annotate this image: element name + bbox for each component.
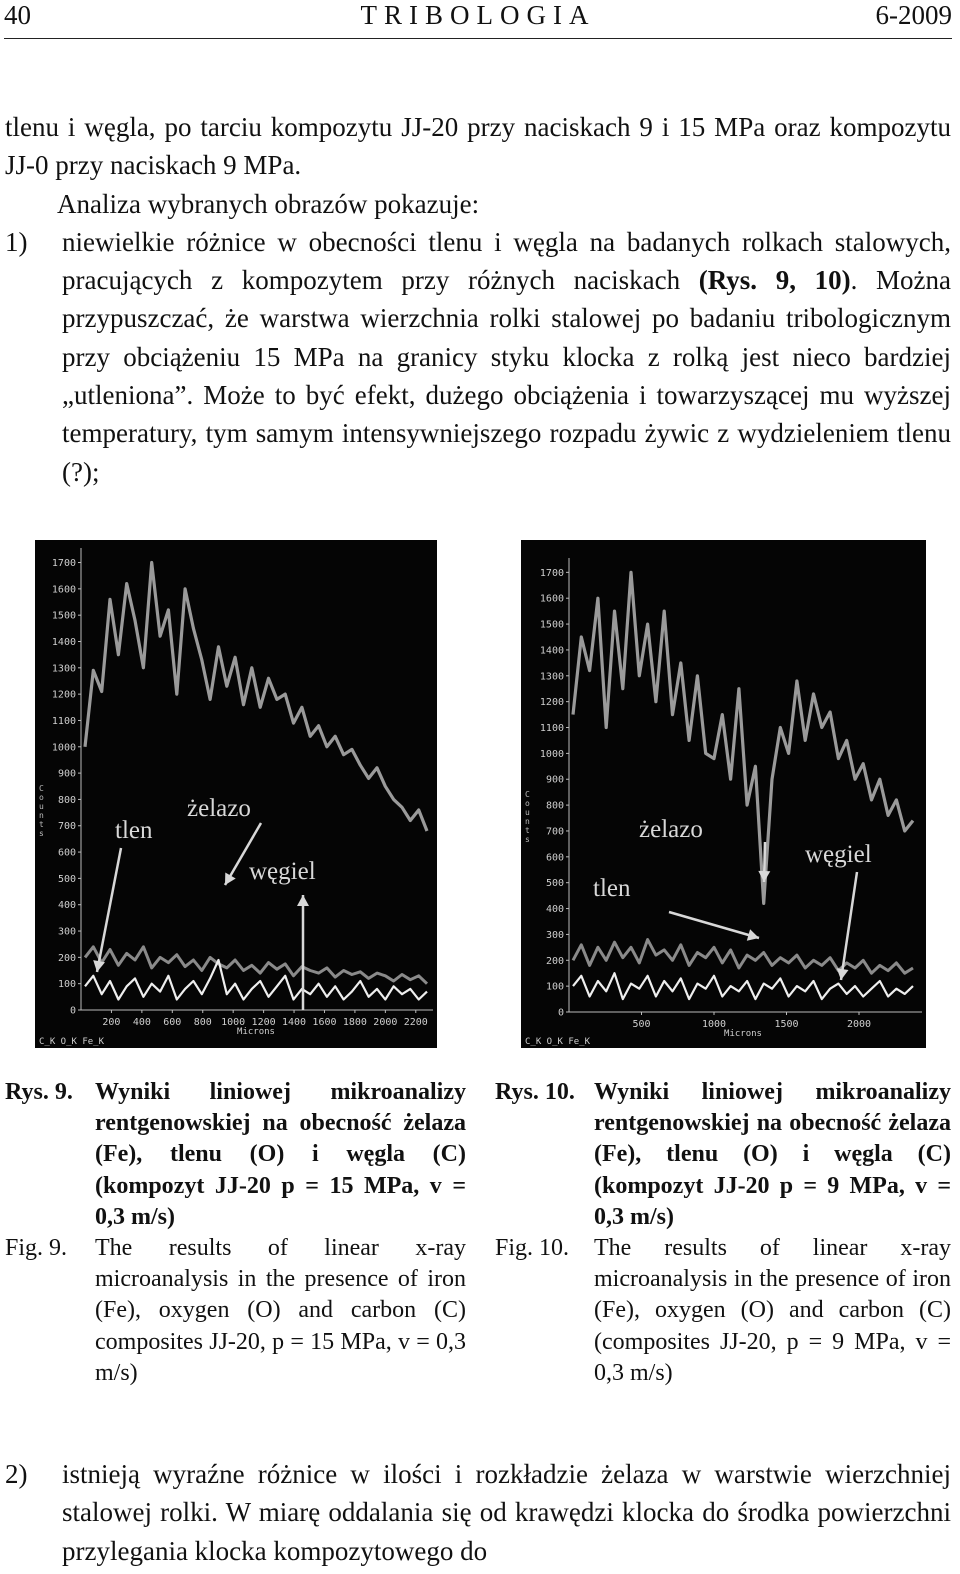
y-tick-label: 0 [557, 1007, 564, 1019]
annotation-arrow [669, 912, 759, 938]
y-tick-label: 1700 [51, 558, 76, 570]
y-tick-label: 1200 [539, 697, 564, 709]
figure-10-caption-pl: Wyniki liniowej mikroanalizy rentgenowskiej na obecność żelaza (Fe), tlenu (O) i węgla (C) (kompozyt JJ-20 p = 9 MPa, v = 0,3 m/s) [594, 1079, 951, 1230]
y-tick-label: 800 [545, 800, 564, 812]
y-tick-label: 1500 [51, 610, 76, 622]
intro-text [5, 108, 951, 491]
y-tick-label: 1400 [51, 636, 76, 648]
x-tick-label: 1600 [312, 1017, 337, 1028]
x-axis-label: Microns [724, 1029, 762, 1039]
y-tick-label: 1200 [51, 689, 76, 701]
figure-9-chart [35, 540, 437, 1048]
y-tick-label: 100 [57, 979, 76, 991]
annotation-arrowhead [297, 895, 309, 906]
list-number-1: 1) [5, 226, 28, 257]
figure-10-caption-en: The results of linear x-ray microanalysis in the presence of iron (Fe), oxygen (O) and carbon (C) (composites JJ-20, p = 9 MPa, v = 0,3 m/s) [594, 1235, 951, 1386]
annotation-arrowhead [837, 968, 849, 980]
annotation-arrowhead [758, 871, 770, 882]
y-tick-label: 500 [545, 878, 564, 890]
x-tick-label: 1800 [342, 1017, 367, 1028]
list-item-1 [5, 223, 951, 491]
x-tick-label: 1000 [701, 1019, 727, 1030]
y-tick-label: 0 [69, 1005, 76, 1017]
series-line-tlen [85, 947, 427, 984]
x-tick-label: 2000 [373, 1017, 398, 1028]
annotation-label: węgiel [805, 841, 872, 868]
y-tick-label: 300 [57, 926, 76, 938]
x-axis-label: Microns [237, 1027, 275, 1037]
annotation-label: żelazo [187, 795, 251, 822]
figure-10-label-en: Fig. 10. [495, 1235, 570, 1262]
list-text-1a: niewielkie różnice w obecności tlenu i węgla na badanych rolkach stalowych, pracujących z kompozytem przy różnych naciskach [62, 226, 951, 296]
figure-10-label-pl: Rys. 10. [495, 1079, 575, 1105]
y-axis-label: C o u n t s [525, 790, 530, 844]
list-item-2 [5, 1455, 951, 1570]
x-tick-label: 2200 [403, 1017, 428, 1028]
legend-text: C_K O_K Fe_K [39, 1037, 105, 1047]
y-tick-label: 800 [57, 794, 76, 806]
figure-reference: (Rys. 9, 10) [698, 265, 851, 296]
page-number: 40 [4, 0, 31, 30]
y-tick-label: 600 [545, 852, 564, 864]
y-tick-label: 1600 [539, 593, 564, 605]
x-tick-label: 1200 [251, 1017, 276, 1028]
figure-9-caption-en: The results of linear x-ray microanalysis in the presence of iron (Fe), oxygen (O) and carbon (C) composites JJ-20, p = 15 MPa, v = 0,3 m/s) [95, 1235, 466, 1386]
series-line-żelazo [85, 563, 427, 832]
figure-10-chart [521, 540, 926, 1048]
annotation-label: tlen [593, 875, 631, 902]
x-tick-label: 200 [102, 1017, 121, 1028]
y-tick-label: 1500 [539, 619, 564, 631]
issue-number: 6-2009 [875, 0, 952, 30]
y-tick-label: 900 [57, 768, 76, 780]
y-tick-label: 500 [57, 873, 76, 885]
x-tick-label: 1400 [281, 1017, 307, 1028]
y-tick-label: 400 [545, 904, 564, 916]
annotation-label: żelazo [639, 816, 703, 843]
y-tick-label: 200 [57, 952, 76, 964]
series-line-węgiel [573, 973, 913, 999]
intro-line-2: Analiza wybranych obrazów pokazuje: [57, 188, 480, 219]
y-tick-label: 700 [545, 826, 564, 838]
list-text-2: istnieją wyraźne różnice w ilości i rozkładzie żelaza w warstwie wierzchniej stalowej rolki. W miarę oddalania się od krawędzi klocka do środka powierzchni przylegania klocka kompozytowego do [62, 1459, 951, 1566]
journal-title: TRIBOLOGIA [360, 0, 596, 30]
y-tick-label: 600 [57, 847, 76, 859]
y-tick-label: 1300 [539, 671, 564, 683]
annotation-label: tlen [115, 817, 153, 844]
x-tick-label: 800 [193, 1017, 212, 1028]
x-tick-label: 600 [163, 1017, 182, 1028]
y-tick-label: 1100 [51, 715, 76, 727]
x-tick-label: 1500 [774, 1019, 799, 1030]
y-tick-label: 900 [545, 774, 564, 786]
page-header [4, 0, 952, 39]
figure-9-caption [5, 1077, 466, 1389]
legend-text: C_K O_K Fe_K [525, 1037, 591, 1047]
series-line-węgiel [85, 960, 427, 1000]
y-tick-label: 400 [57, 900, 76, 912]
y-tick-label: 1000 [539, 748, 564, 760]
y-tick-label: 1600 [51, 584, 76, 596]
figure-10-plot [521, 540, 926, 1048]
y-axis-label: C o u n t s [39, 784, 44, 838]
list-number-2: 2) [5, 1459, 28, 1489]
annotation-arrowhead [747, 929, 759, 941]
figure-10-caption [495, 1077, 951, 1389]
intro-line-1: tlenu i węgla, po tarciu kompozytu JJ-20 przy naciskach 9 i 15 MPa oraz kompozytu JJ-0 przy naciskach 9 MPa. [5, 112, 951, 181]
y-tick-label: 1300 [51, 663, 76, 675]
y-tick-label: 200 [545, 955, 564, 967]
y-tick-label: 100 [545, 981, 564, 993]
figure-9-label-en: Fig. 9. [5, 1235, 68, 1262]
y-tick-label: 300 [545, 929, 564, 941]
y-tick-label: 1100 [539, 723, 564, 735]
list-text-1b: . Można przypuszczać, że warstwa wierzchnia rolki stalowej po badaniu tribologicznym przy obciążeniu 15 MPa na granicy styku klocka z rolką jest nieco bardziej „utleniona”. Może to być efekt, dużego obciążenia i towarzyszącej mu wyższej temperatury, tym samym intensywniejszego rozpadu żywic z wydzieleniem tlenu (?); [62, 265, 951, 487]
y-tick-label: 700 [57, 821, 76, 833]
figure-9-caption-pl: Wyniki liniowej mikroanalizy rentgenowskiej na obecność żelaza (Fe), tlenu (O) i węgla (C) (kompozyt JJ-20 p = 15 MPa, v = 0,3 m/s) [95, 1079, 466, 1230]
figure-9-label-pl: Rys. 9. [5, 1079, 73, 1105]
series-line-tlen [573, 940, 913, 974]
y-tick-label: 1700 [539, 567, 564, 579]
x-tick-label: 400 [132, 1017, 151, 1028]
x-tick-label: 2000 [846, 1019, 872, 1030]
figure-9-plot [35, 540, 437, 1048]
outro-text [5, 1455, 951, 1570]
x-tick-label: 500 [632, 1019, 651, 1030]
y-tick-label: 1400 [539, 645, 564, 657]
annotation-label: węgiel [249, 858, 316, 885]
x-tick-label: 1000 [221, 1017, 246, 1028]
y-tick-label: 1000 [51, 742, 76, 754]
